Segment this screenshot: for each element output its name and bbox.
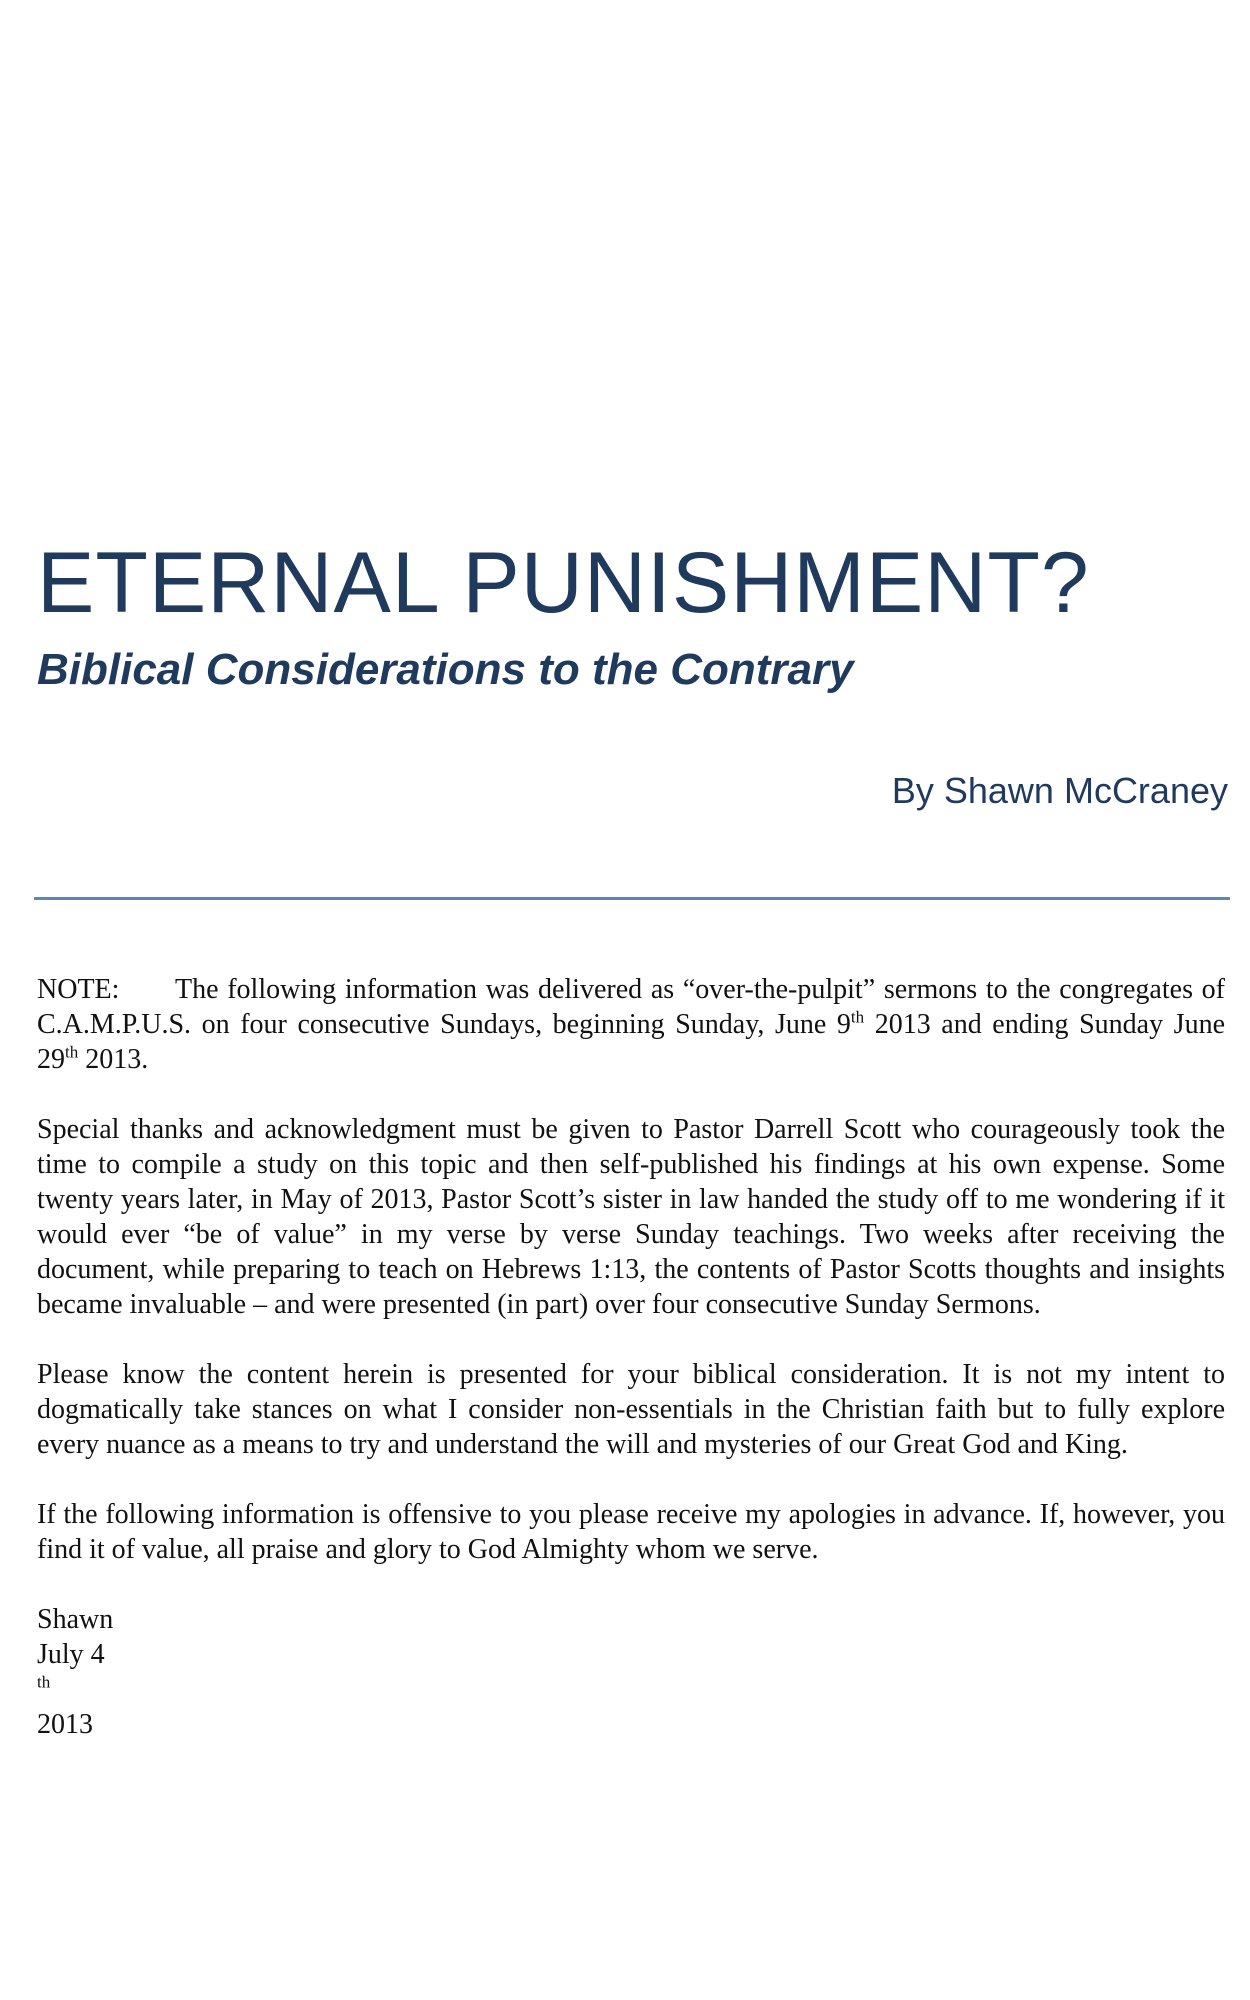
signature-block	[37, 1602, 1225, 1742]
note-label: NOTE:	[37, 974, 120, 1005]
signature-date-part-1: July 4	[37, 1639, 105, 1670]
consideration-paragraph: Please know the content herein is presented for your biblical consideration. It is not my intent to dogmatically take stances on what I consider non-essentials in the Christian faith but to fully explore every nuance as a means to try and understand the will and mysteries of our Great God and King.	[37, 1359, 1225, 1460]
note-text-part-3: 2013.	[78, 1044, 149, 1075]
signature-name: Shawn	[37, 1604, 114, 1635]
signature-date-part-2: 2013	[37, 1709, 93, 1740]
note-superscript-2: th	[65, 1042, 79, 1062]
note-text-part-1: The following information was delivered as “over-the-pulpit” sermons to the congregates of C.A.M.P.U.S. on four consecutive Sundays, beginning Sunday, June 9	[37, 974, 1225, 1040]
acknowledgment-paragraph: Special thanks and acknowledgment must be given to Pastor Darrell Scott who courageously took the time to compile a study on this topic and then self-published his findings at his own expense. Some twenty years later, in May of 2013, Pastor Scott’s sister in law handed the study off to me wondering if it would ever “be of value” in my verse by verse Sunday teachings. Two weeks after receiving the document, while preparing to teach on Hebrews 1:13, the contents of Pastor Scotts thoughts and insights became invaluable – and were presented (in part) over four consecutive Sunday Sermons.	[37, 1114, 1225, 1320]
author-byline: By Shawn McCraney	[891, 770, 1228, 811]
document-title: ETERNAL PUNISHMENT?	[37, 535, 1090, 631]
document-body	[37, 972, 1225, 1742]
signature-date-superscript: th	[37, 1672, 51, 1692]
signature-date	[37, 1637, 1225, 1742]
note-paragraph	[37, 972, 1225, 1077]
title-block	[37, 535, 1217, 694]
horizontal-divider	[34, 897, 1230, 900]
note-text-part-2: 2013 and ending Sunday June 29	[37, 1009, 1225, 1075]
note-superscript-1: th	[850, 1007, 865, 1027]
apology-paragraph: If the following information is offensive to you please receive my apologies in advance. If, however, you find it of value, all praise and glory to God Almighty whom we serve.	[37, 1499, 1225, 1565]
document-subtitle: Biblical Considerations to the Contrary	[37, 645, 854, 694]
